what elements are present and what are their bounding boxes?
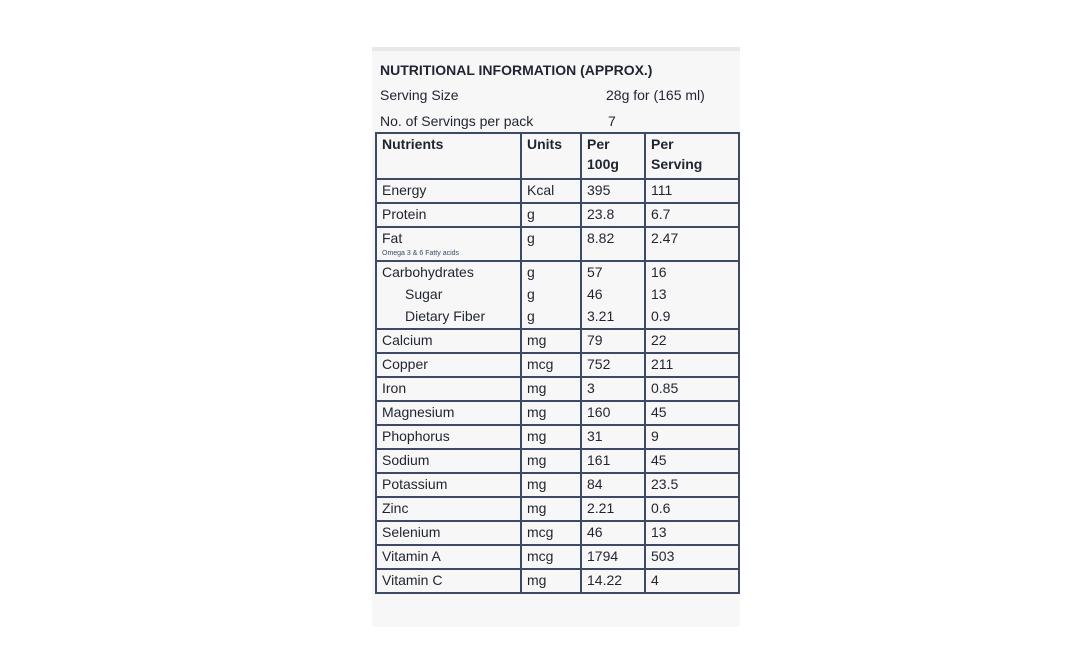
nutrient-name-cell <box>376 203 521 227</box>
per-serving-cell: 503 <box>645 545 739 569</box>
header-units: Units <box>521 133 581 179</box>
table-row <box>376 545 739 569</box>
nutrient-note: Omega 3 & 6 Fatty acids <box>382 250 460 257</box>
nutrient-name: Sugar <box>405 286 443 302</box>
per-100g-cell: 84 <box>581 473 645 497</box>
per-100g-cell: 46 <box>581 284 645 306</box>
per-serving-cell: 2.47 <box>645 227 739 261</box>
per-serving-cell: 9 <box>645 425 739 449</box>
unit-cell: g <box>521 227 581 261</box>
nutrient-name-cell <box>376 377 521 401</box>
per-100g-cell: 3.21 <box>581 306 645 329</box>
table-row <box>376 521 739 545</box>
per-100g-cell: 46 <box>581 521 645 545</box>
nutrition-label <box>372 47 740 627</box>
nutrient-name-cell <box>376 353 521 377</box>
table-row <box>376 425 739 449</box>
per-serving-cell: 6.7 <box>645 203 739 227</box>
per-serving-cell: 0.85 <box>645 377 739 401</box>
unit-cell: mg <box>521 473 581 497</box>
servings-per-pack-label: No. of Servings per pack <box>380 113 534 129</box>
per-100g-cell: 160 <box>581 401 645 425</box>
nutrient-name: Phophorus <box>382 428 450 444</box>
nutrient-name: Sodium <box>382 452 430 468</box>
nutrient-name-cell <box>376 497 521 521</box>
table-row <box>376 353 739 377</box>
nutrient-name: Protein <box>382 206 427 222</box>
nutrient-name: Copper <box>382 356 428 372</box>
serving-size-row <box>380 87 730 103</box>
table-row <box>376 401 739 425</box>
nutrient-name: Vitamin A <box>382 548 441 564</box>
per-serving-cell: 16 <box>645 261 739 284</box>
unit-cell: mcg <box>521 521 581 545</box>
per-100g-cell: 31 <box>581 425 645 449</box>
nutrient-name-cell <box>376 227 521 261</box>
table-row <box>376 449 739 473</box>
label-title: NUTRITIONAL INFORMATION (APPROX.) <box>380 62 653 78</box>
nutrient-name-cell <box>376 306 521 329</box>
unit-cell: mg <box>521 425 581 449</box>
per-100g-cell: 23.8 <box>581 203 645 227</box>
nutrient-name-cell <box>376 401 521 425</box>
per-100g-cell: 8.82 <box>581 227 645 261</box>
unit-cell: mg <box>521 569 581 593</box>
per-100g-cell: 14.22 <box>581 569 645 593</box>
serving-size-value: 28g for (165 ml) <box>606 87 705 103</box>
unit-cell: mcg <box>521 545 581 569</box>
per-100g-cell: 395 <box>581 179 645 203</box>
nutrient-name-cell <box>376 545 521 569</box>
nutrient-name-cell <box>376 329 521 353</box>
nutrient-name-cell <box>376 521 521 545</box>
per-100g-cell: 752 <box>581 353 645 377</box>
unit-cell: g <box>521 306 581 329</box>
table-row <box>376 227 739 261</box>
unit-cell: g <box>521 203 581 227</box>
nutrient-name: Vitamin C <box>382 572 443 588</box>
per-100g-cell: 161 <box>581 449 645 473</box>
table-row <box>376 261 739 284</box>
nutrient-name: Carbohydrates <box>382 264 474 280</box>
header-per-serving: Per Serving <box>645 133 739 179</box>
nutrient-name: Fat <box>382 230 403 246</box>
per-serving-cell: 13 <box>645 284 739 306</box>
per-100g-cell: 1794 <box>581 545 645 569</box>
per-serving-cell: 23.5 <box>645 473 739 497</box>
unit-cell: mcg <box>521 353 581 377</box>
per-serving-cell: 22 <box>645 329 739 353</box>
nutrient-name-cell <box>376 284 521 306</box>
per-serving-cell: 111 <box>645 179 739 203</box>
nutrient-name: Dietary Fiber <box>405 308 486 324</box>
table-row <box>376 329 739 353</box>
per-serving-cell: 4 <box>645 569 739 593</box>
per-serving-cell: 0.6 <box>645 497 739 521</box>
per-serving-cell: 211 <box>645 353 739 377</box>
nutrition-table <box>375 132 740 594</box>
table-row <box>376 179 739 203</box>
table-row <box>376 569 739 593</box>
nutrient-name: Energy <box>382 182 427 198</box>
unit-cell: mg <box>521 377 581 401</box>
header-nutrients: Nutrients <box>376 133 521 179</box>
table-row <box>376 203 739 227</box>
per-100g-cell: 3 <box>581 377 645 401</box>
unit-cell: mg <box>521 497 581 521</box>
nutrient-name: Potassium <box>382 476 448 492</box>
unit-cell: g <box>521 284 581 306</box>
nutrient-name-cell <box>376 473 521 497</box>
serving-size-label: Serving Size <box>380 87 459 103</box>
nutrient-name-cell <box>376 261 521 284</box>
nutrient-name: Iron <box>382 380 407 396</box>
nutrient-name: Calcium <box>382 332 433 348</box>
nutrient-name: Zinc <box>382 500 409 516</box>
header-per-100g: Per 100g <box>581 133 645 179</box>
unit-cell: mg <box>521 449 581 473</box>
table-row <box>376 284 739 306</box>
per-serving-cell: 0.9 <box>645 306 739 329</box>
per-100g-cell: 79 <box>581 329 645 353</box>
per-serving-cell: 45 <box>645 449 739 473</box>
unit-cell: Kcal <box>521 179 581 203</box>
table-row <box>376 497 739 521</box>
nutrient-name-cell <box>376 179 521 203</box>
table-row <box>376 473 739 497</box>
nutrient-name: Selenium <box>382 524 441 540</box>
nutrient-name-cell <box>376 425 521 449</box>
nutrient-name-cell <box>376 449 521 473</box>
unit-cell: mg <box>521 401 581 425</box>
table-header-row <box>376 133 739 179</box>
servings-per-pack-value: 7 <box>608 113 616 129</box>
per-100g-cell: 2.21 <box>581 497 645 521</box>
table-row <box>376 377 739 401</box>
nutrient-name-cell <box>376 569 521 593</box>
nutrient-name: Magnesium <box>382 404 455 420</box>
per-serving-cell: 13 <box>645 521 739 545</box>
servings-per-pack-row <box>380 113 730 129</box>
unit-cell: mg <box>521 329 581 353</box>
per-100g-cell: 57 <box>581 261 645 284</box>
unit-cell: g <box>521 261 581 284</box>
table-row <box>376 306 739 329</box>
per-serving-cell: 45 <box>645 401 739 425</box>
